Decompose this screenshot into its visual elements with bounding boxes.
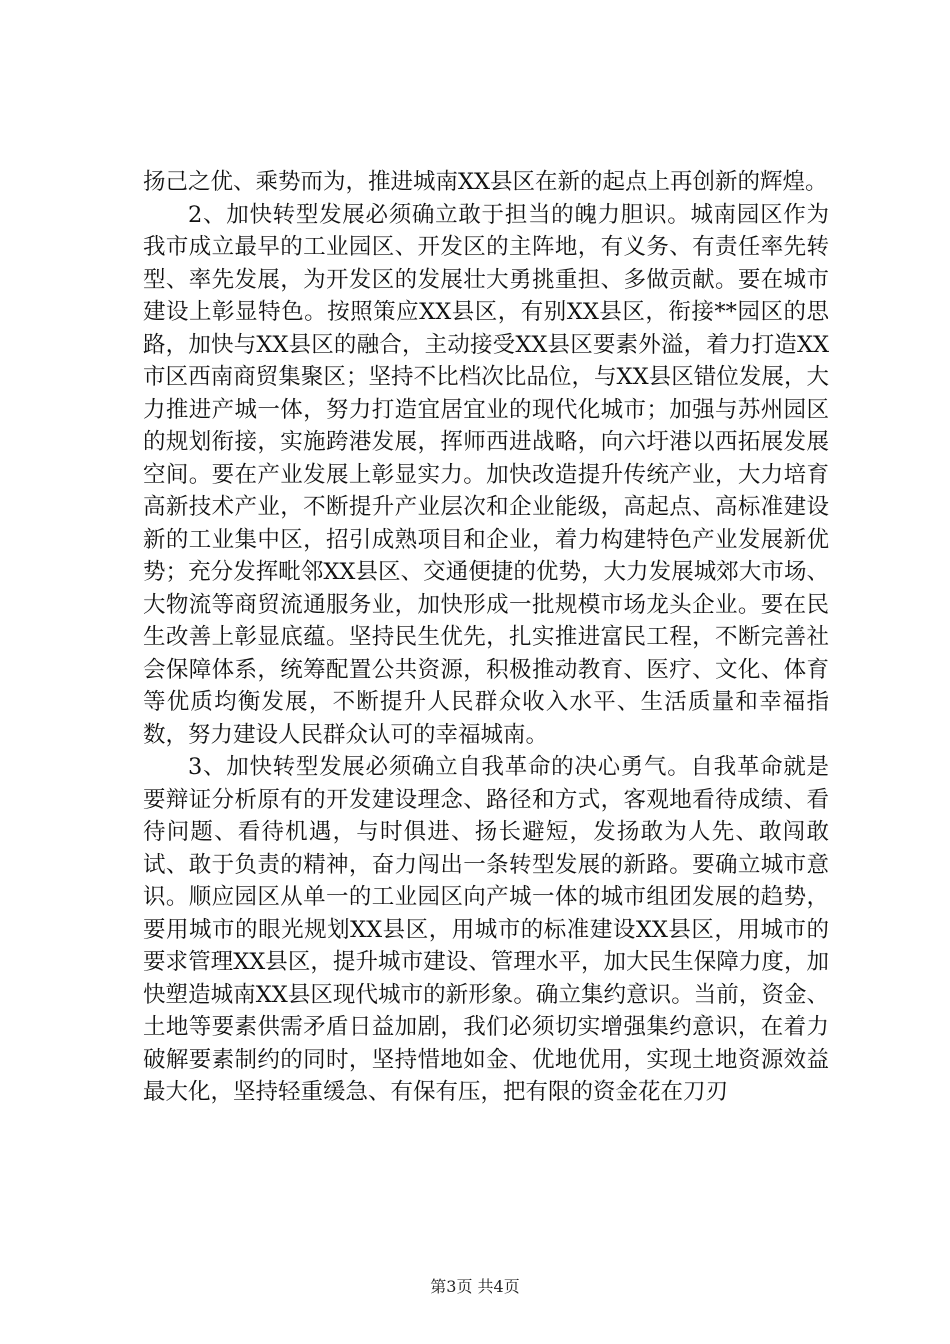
page-number-footer: 第3页 共4页 xyxy=(430,1277,520,1296)
paragraph-continuation: 扬己之优、乘势而为，推进城南XX县区在新的起点上再创新的辉煌。 xyxy=(143,169,828,195)
document-body xyxy=(143,166,829,1109)
paragraph-3: 3、加快转型发展必须确立自我革命的决心勇气。自我革命就是要辩证分析原有的开发建设理念、路径和方式，客观地看待成绩、看待问题、看待机遇，与时俱进、扬长避短，发扬敢为人先、敢闯敢试、敢于负责的精神，奋力闯出一条转型发展的新路。要确立城市意识。顺应园区从单一的工业园区向产城一体的城市组团发展的趋势，要用城市的眼光规划XX县区，用城市的标准建设XX县区，用城市的要求管理XX县区，提升城市建设、管理水平，加大民生保障力度，加快塑造城南XX县区现代城市的新形象。确立集约意识。当前，资金、土地等要素供需矛盾日益加剧，我们必须切实增强集约意识，在着力破解要素制约的同时，坚持惜地如金、优地优用，实现土地资源效益最大化，坚持轻重缓急、有保有压，把有限的资金花在刀刃 xyxy=(143,754,829,1105)
paragraph-2: 2、加快转型发展必须确立敢于担当的魄力胆识。城南园区作为我市成立最早的工业园区、开发区的主阵地，有义务、有责任率先转型、率先发展，为开发区的发展壮大勇挑重担、多做贡献。要在城市建设上彰显特色。按照策应XX县区，有别XX县区，衔接**园区的思路，加快与XX县区的融合，主动接受XX县区要素外溢，着力打造XX市区西南商贸集聚区；坚持不比档次比品位，与XX县区错位发展，大力推进产城一体，努力打造宜居宜业的现代化城市；加强与苏州园区的规划衔接，实施跨港发展，挥师西进战略，向六圩港以西拓展发展空间。要在产业发展上彰显实力。加快改造提升传统产业，大力培育高新技术产业，不断提升产业层次和企业能级，高起点、高标准建设新的工业集中区，招引成熟项目和企业，着力构建特色产业发展新优势；充分发挥毗邻XX县区、交通便捷的优势，大力发展城郊大市场、大物流等商贸流通服务业，加快形成一批规模市场龙头企业。要在民生改善上彰显底蕴。坚持民生优先，扎实推进富民工程，不断完善社会保障体系，统筹配置公共资源，积极推动教育、医疗、文化、体育等优质均衡发展，不断提升人民群众收入水平、生活质量和幸福指数，努力建设人民群众认可的幸福城南。 xyxy=(143,201,829,748)
